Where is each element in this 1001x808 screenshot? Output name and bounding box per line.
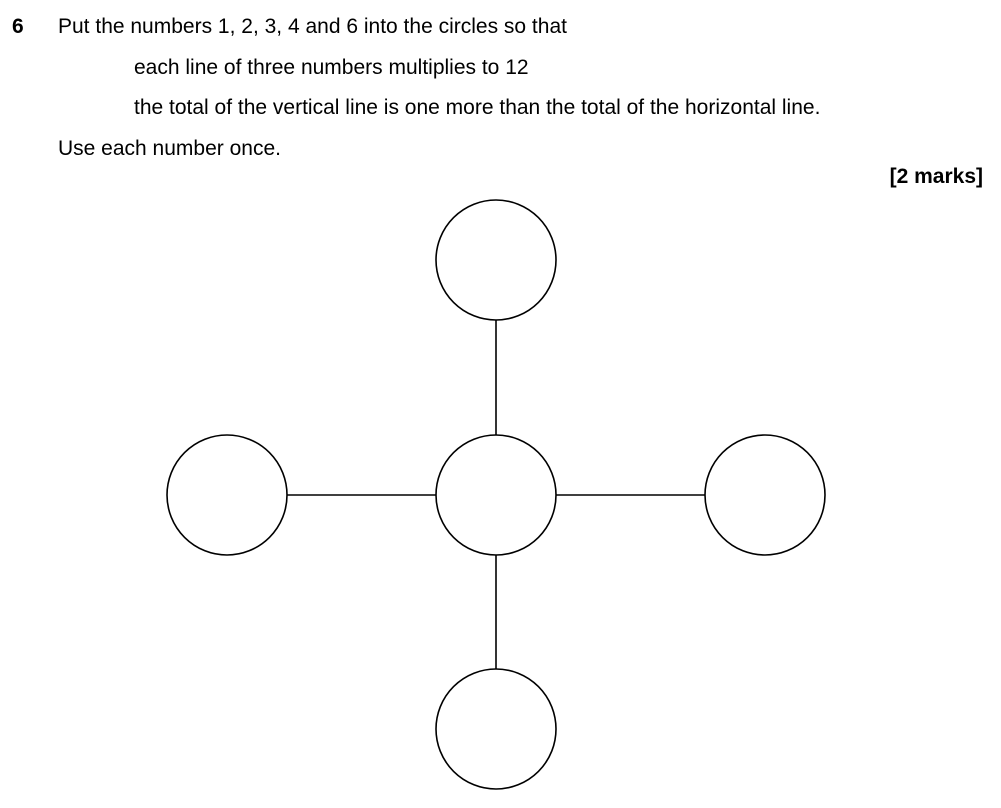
- question-number: 6: [12, 15, 24, 38]
- condition-total: the total of the vertical line is one more than the total of the horizontal line.: [134, 96, 821, 119]
- circle-left[interactable]: [167, 435, 287, 555]
- circle-top[interactable]: [436, 200, 556, 320]
- condition-multiply: each line of three numbers multiplies to 12: [134, 56, 529, 79]
- circle-center[interactable]: [436, 435, 556, 555]
- marks-label: [2 marks]: [889, 165, 983, 188]
- circle-right[interactable]: [705, 435, 825, 555]
- question-intro: Put the numbers 1, 2, 3, 4 and 6 into the circles so that: [58, 15, 567, 38]
- question-instruction: Use each number once.: [58, 137, 281, 160]
- circle-bottom[interactable]: [436, 669, 556, 789]
